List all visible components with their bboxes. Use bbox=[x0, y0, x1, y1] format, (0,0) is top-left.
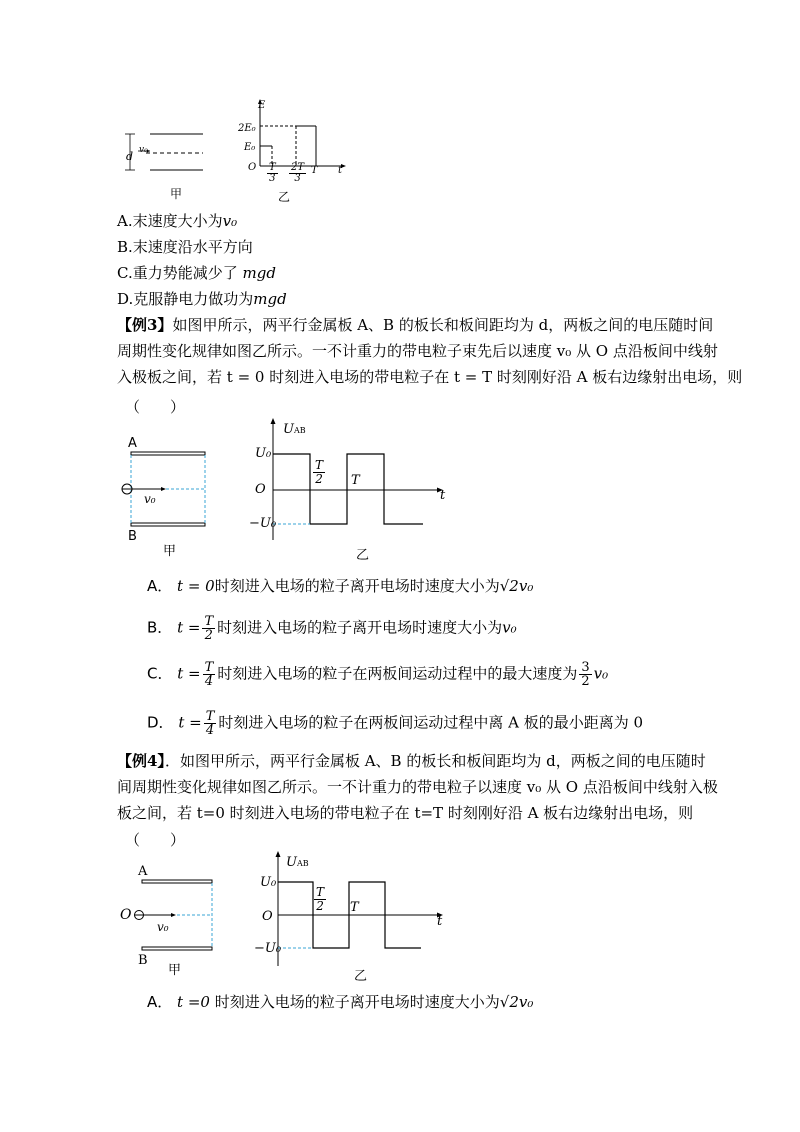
ex4-label-B: B bbox=[138, 953, 148, 968]
ex3-line1: 【例3】如图甲所示，两平行金属板 A、B 的板长和板间距均为 d，两板之间的电压随时间 bbox=[117, 316, 714, 334]
ex4-tick-negU0: −U₀ bbox=[254, 941, 282, 956]
ex4-tick-T: T bbox=[350, 900, 359, 915]
ex3-label-A: A bbox=[128, 436, 137, 451]
ex3-option-d: D． t = $\frac{T}{4}$ 时刻进入电场的粒子在两板间运动过程中离 A 板的最小距离为 0 bbox=[147, 709, 644, 738]
ex4-axis-U: UAB bbox=[286, 855, 309, 870]
ex3-axis-U: UAB bbox=[283, 422, 306, 437]
ex4-label-A: A bbox=[138, 864, 148, 879]
ex3-figure-plates bbox=[118, 440, 213, 540]
ex3-tick-negU0: −U₀ bbox=[249, 516, 277, 531]
axis-t: t bbox=[338, 165, 343, 176]
ex4-line3: 板之间，若 t=0 时刻进入电场的带电粒子在 t=T 时刻刚好沿 A 板右边缘射出电场，则 bbox=[117, 804, 694, 822]
ex3-axis-t: t bbox=[440, 488, 446, 503]
ex3-tick-T: T bbox=[351, 473, 360, 488]
ex4-caption-yi: 乙 bbox=[354, 969, 368, 984]
ex4-tick-T-over-2: $\frac{T}{2}$ bbox=[316, 885, 325, 913]
label-d: d bbox=[126, 150, 134, 163]
caption-jia: 甲 bbox=[170, 187, 183, 201]
ex4-origin-O: O bbox=[262, 909, 273, 924]
axis-E: E bbox=[258, 100, 266, 111]
ex3-tick-U0: U₀ bbox=[255, 446, 272, 461]
ex4-tick-U0: U₀ bbox=[260, 875, 277, 890]
tick-2E0: 2E₀ bbox=[238, 123, 256, 134]
option-c-top: C.重力势能减少了 mgd bbox=[117, 264, 276, 282]
ex3-line3: 入极板之间，若 t = 0 时刻进入电场的带电粒子在 t = T 时刻刚好沿 A 板右边缘射出电场，则 bbox=[117, 368, 743, 386]
ex3-label-v0: v₀ bbox=[144, 492, 156, 506]
ex3-tick-T-over-2: $\frac{T}{2}$ bbox=[315, 458, 324, 486]
ex3-caption-jia: 甲 bbox=[163, 544, 177, 559]
ex3-caption-yi: 乙 bbox=[356, 548, 370, 563]
ex3-line2: 周期性变化规律如图乙所示。一不计重力的带电粒子束先后以速度 v₀ 从 O 点沿板间中线射 bbox=[117, 342, 718, 360]
figure-plates-top bbox=[120, 125, 215, 200]
ex4-label-v0: v₀ bbox=[157, 920, 169, 934]
ex3-paren: （ ） bbox=[125, 398, 186, 416]
ex3-label-B: B bbox=[128, 529, 137, 544]
ex3-origin-O: O bbox=[255, 482, 266, 497]
label-v0: v₀ bbox=[139, 145, 148, 155]
tick-2T-over-3: $\frac{2T}{3}$ bbox=[291, 162, 305, 184]
ex4-option-a: A． t =0 时刻进入电场的粒子离开电场时速度大小为√2v₀ bbox=[147, 993, 534, 1011]
ex4-caption-jia: 甲 bbox=[168, 963, 182, 978]
ex4-axis-t: t bbox=[437, 914, 443, 929]
option-a-top: A.末速度大小为v₀ bbox=[117, 212, 238, 230]
option-b-top: B.末速度沿水平方向 bbox=[117, 238, 253, 256]
ex3-option-a: A． t = 0时刻进入电场的粒子离开电场时速度大小为√2v₀ bbox=[147, 577, 534, 595]
ex4-paren: （ ） bbox=[125, 831, 186, 849]
tick-T: T bbox=[311, 165, 318, 176]
ex4-origin-O-label: O bbox=[120, 907, 132, 923]
tick-E0: E₀ bbox=[244, 142, 256, 153]
origin-O: O bbox=[248, 162, 257, 173]
option-d-top: D.克服静电力做功为mgd bbox=[117, 290, 287, 308]
ex4-line2: 间周期性变化规律如图乙所示。一不计重力的带电粒子以速度 v₀ 从 O 点沿板间中线射入极 bbox=[117, 778, 718, 796]
ex3-option-c: C． t = $\frac{T}{4}$ 时刻进入电场的粒子在两板间运动过程中的最大速度为 $\frac{3}{2}$ v₀ bbox=[147, 660, 609, 689]
caption-yi: 乙 bbox=[278, 190, 291, 204]
ex3-option-b: B． t = $\frac{T}{2}$ 时刻进入电场的粒子离开电场时速度大小为v₀ bbox=[147, 614, 517, 643]
ex4-line1: 【例4】．如图甲所示，两平行金属板 A、B 的板长和板间距均为 d，两板之间的电压随时 bbox=[117, 752, 706, 770]
tick-T-over-3: $\frac{T}{3}$ bbox=[269, 162, 276, 184]
